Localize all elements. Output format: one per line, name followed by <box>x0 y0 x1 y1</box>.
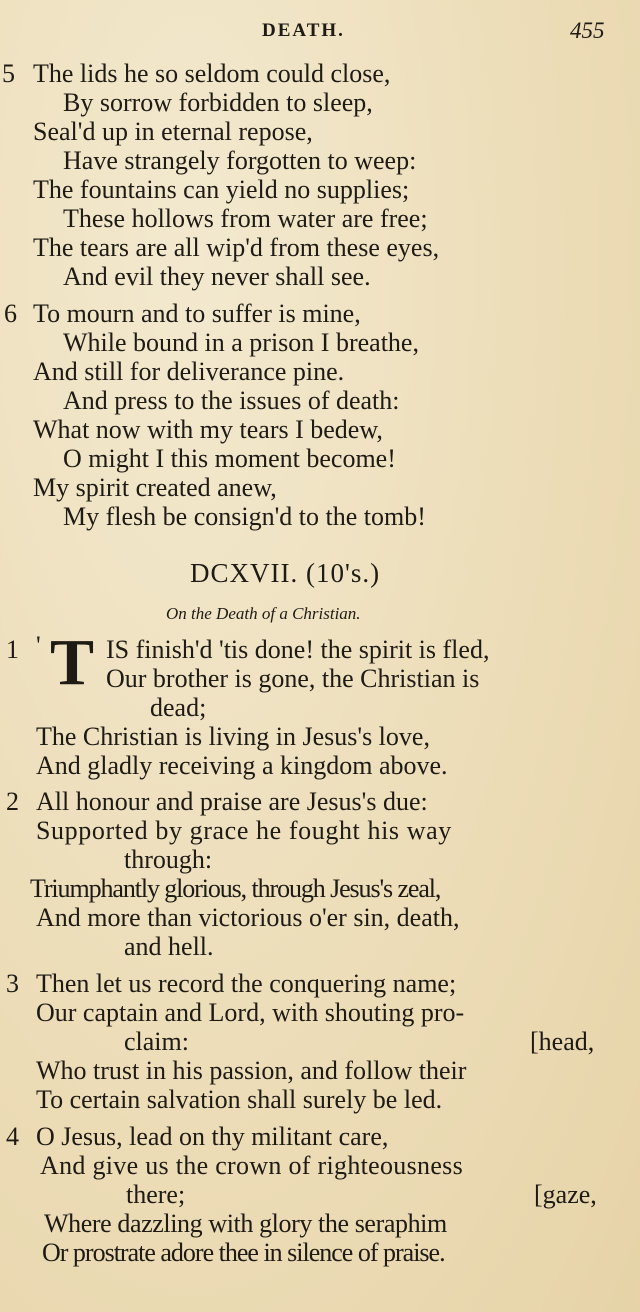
verse-line <box>106 665 620 693</box>
hymn-subtitle: On the Death of a Christian. <box>166 604 361 623</box>
verse-number: 1 <box>6 635 19 664</box>
verse-line: My flesh be consign'd to the tomb! <box>63 502 426 531</box>
verse-line: To certain salvation shall surely be led. <box>36 1085 443 1114</box>
verse-number: 5 <box>2 59 15 88</box>
verse-line: Have strangely forgotten to weep: <box>63 146 417 175</box>
verse-line: While bound in a prison I breathe, <box>63 328 419 357</box>
verse-line: All honour and praise are Jesus's due: <box>36 787 428 816</box>
page-number: 455 <box>570 18 605 43</box>
verse-line: And still for deliverance pine. <box>33 357 345 386</box>
verse-line: Triumphantly glorious, through Jesus's zeal, <box>30 874 441 903</box>
verse-line: Then let us record the conquering name; <box>36 969 457 998</box>
verse-line: there; <box>126 1180 186 1209</box>
hymn-title: DCXVII. (10's.) <box>190 558 381 588</box>
verse-line: Where dazzling with glory the seraphim <box>44 1209 447 1238</box>
verse-line: The tears are all wip'd from these eyes, <box>33 233 440 262</box>
verse-line: Supported by grace he fought his way <box>36 816 452 845</box>
verse-number: 6 <box>4 299 17 328</box>
verse-line-turnover: [gaze, <box>534 1180 597 1209</box>
verse-line: and hell. <box>124 932 214 961</box>
verse-line-text: Our brother is gone, the Christian is <box>106 664 480 693</box>
verse-line: And evil they never shall see. <box>63 262 371 291</box>
verse-number: 4 <box>6 1122 19 1151</box>
verse-line: O might I this moment become! <box>63 444 396 473</box>
verse-number: 2 <box>6 787 19 816</box>
verse-line: The lids he so seldom could close, <box>33 59 391 88</box>
verse-line: My spirit created anew, <box>33 473 277 502</box>
verse-line: claim: <box>124 1027 189 1056</box>
verse-line: And more than victorious o'er sin, death, <box>36 903 460 932</box>
verse-line: IS finish'd 'tis done! the spirit is fled, <box>106 635 490 664</box>
verse-line: To mourn and to suffer is mine, <box>33 299 361 328</box>
apostrophe: ' <box>36 631 41 660</box>
verse-line: Our captain and Lord, with shouting pro- <box>36 998 465 1027</box>
verse-line: Seal'd up in eternal repose, <box>33 117 313 146</box>
verse-number: 3 <box>6 969 19 998</box>
verse-line: And give us the crown of righteousness <box>40 1151 463 1180</box>
verse-line-turnover: [head, <box>530 1027 595 1056</box>
verse-line: These hollows from water are free; <box>63 204 428 233</box>
verse-line: What now with my tears I bedew, <box>33 415 383 444</box>
verse-line: And press to the issues of death: <box>63 386 400 415</box>
header-title: DEATH. <box>262 20 345 41</box>
verse-line: dead; <box>150 693 207 722</box>
verse-line: The fountains can yield no supplies; <box>33 175 410 204</box>
verse-line: Who trust in his passion, and follow their <box>36 1056 467 1085</box>
verse-line: And gladly receiving a kingdom above. <box>36 751 448 780</box>
verse-line: By sorrow forbidden to sleep, <box>63 88 373 117</box>
verse-line: Or prostrate adore thee in silence of praise. <box>42 1238 445 1267</box>
verse-line: through: <box>124 845 213 874</box>
running-header <box>0 18 640 48</box>
drop-cap: T <box>50 626 95 699</box>
verse-line: O Jesus, lead on thy militant care, <box>36 1122 389 1151</box>
verse-line: The Christian is living in Jesus's love, <box>36 722 430 751</box>
